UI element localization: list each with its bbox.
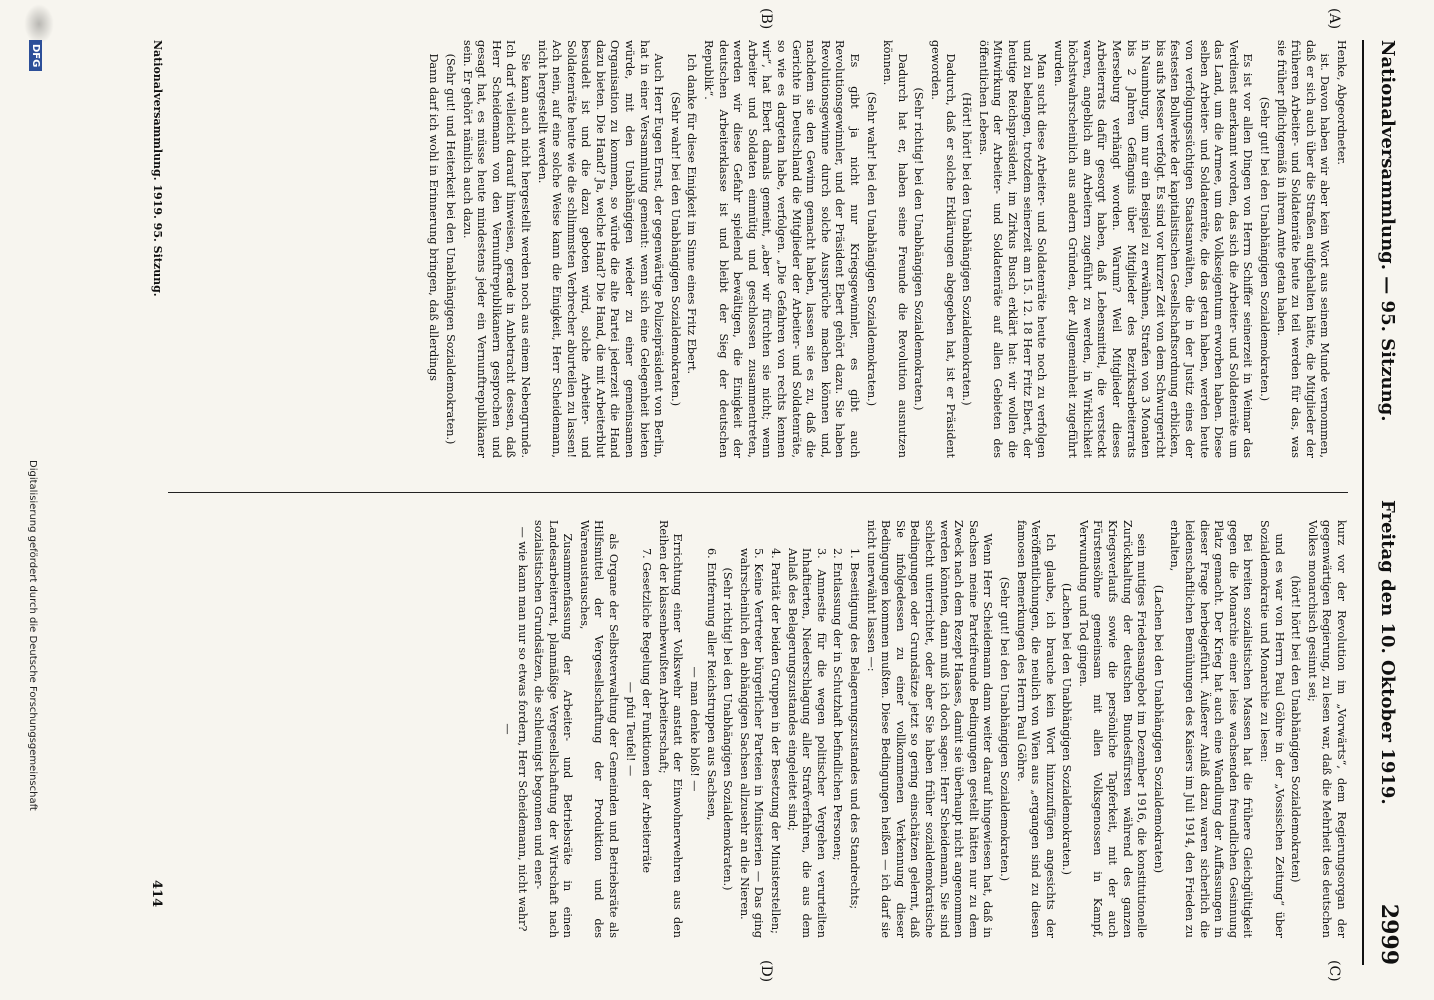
paragraph: Ich glaube, ich brauche kein Wort hinzuzufügen angesichts der Veröffentlichungen, die neulich von Wien aus „ergangen sind zu diesen famosen Bemerkungen des Herrn Paul Göhre. (1014, 520, 1057, 938)
paragraph: — man denke bloß! — (688, 666, 702, 792)
paragraph: 1. Beseitigung des Belagerungszustandes und des Standrechts; (848, 548, 861, 910)
marker-a: (A) (1326, 8, 1342, 30)
paragraph: Errichtung einer Volkswehr anstatt der Einwohnerwehren aus den Reihen der klassenbewußten Arbeiterschaft; (656, 520, 685, 938)
page-signature: 414 (149, 880, 164, 908)
marker-b: (B) (758, 8, 774, 30)
marker-c: (C) (1326, 960, 1342, 982)
paragraph: kurz vor der Revolution im „Vorwärts“, dem Regierungsorgan der gegenwärtigen Regierung, zu lesen war, daß die Mehrheit des deutschen Volkes monarchisch gesinnt sei; (1305, 520, 1348, 938)
page-content (134, 0, 1434, 1000)
header-left: Nationalversammlung. — 95. Sitzung. (1377, 40, 1398, 422)
paragraph: 7. Gesetzliche Regelung der Funktionen der Arbeiterräte (640, 548, 654, 873)
paragraph: (Hört! hört! bei den Unabhängigen Sozialdemokraten.) (960, 92, 974, 406)
scan-smudge (24, 4, 54, 44)
header-date: Freitag den 10. Oktober 1919. (1377, 500, 1398, 805)
paragraph: (Sehr richtig! bei den Unabhängigen Sozialdemokraten.) (721, 567, 735, 891)
paragraph: 5. Keine Vertreter bürgerlicher Parteien in Ministerien — Das ging wahrscheinlich den abhängigen Sachsen allzusehr an die Nieren. (737, 548, 766, 938)
paragraph: 4. Parität der beiden Gruppen in der Besetzung der Ministerstellen; (769, 548, 783, 934)
paragraph: Zusammenfassung der Arbeiter- und Betriebsräte in einen Landesarbeiterrat, planmäßige Vergesellschaftung der Wirtschaft nach sozialistischen Grundsätzen, die schleunigst begonnen und ener- (532, 520, 575, 938)
paragraph: ist. Davon haben wir aber kein Wort aus seinem Munde vernommen, daß er sich auch über die Straßen aufgehalten hätte, die Mitglieder der früheren Arbeiter- und Soldatenräte heute zu teil werden für das, was sie früher pflichtgemäß in ihrem Amte getan haben. (1274, 40, 1332, 458)
paragraph: Dadurch hat er, haben seine Freunde die Revolution ausnutzen können. (881, 40, 909, 458)
paragraph: Dann darf ich wohl in Erinnerung bringen, daß allerdings (427, 53, 441, 382)
paragraph: als Organe der Selbstverwaltung der Gemeinden und Betriebsräte als Hilfsmittel der Vergesellschaftung der Produktion und des Warenaustausches, (577, 520, 621, 938)
paragraph: Dadurch, daß er solche Erklärungen abgegeben hat, ist er Präsident geworden. (928, 40, 957, 458)
paragraph: Bei breiten sozialistischen Massen hat die frühere Gleichgültigkeit gegen die Monarchie einer leise wachsenden freundlichen Gesinnung Platz gemacht. Der Krieg hat auch eine Wandlung der Auffassungen in dieser Frage herbeigeführt. Äußerer Anlaß dazu waren sicherlich die leidenschaftlichen Bemühungen des Kaisers im Juli 1914, den Frieden zu erhalten, (1168, 520, 1255, 938)
column-divider (168, 492, 1348, 493)
paragraph: (Sehr wahr! bei den Unabhängigen Sozialdemokraten.) (864, 91, 878, 407)
paragraph: Es gibt ja nicht nur Kriegsgewinnler, es gibt auch Revolutionsgewinnler, und der Präsident Ebert gehört dazu. Sie haben Revolutionsgewinne durch solche Aussprüche machen können und, nachdem sie den Gewinn gemacht haben, lassen sie es zu, daß die Gerichte in Deutschland die Mitglieder der Arbeiter- und Soldatenräte, so wie es dargetan habe, verfolgen. „Die Gefahren von rechts kennen wir“, hat Ebert damals gemeint, „aber wir fürchten sie nicht; wenn Arbeiter und Soldaten einmütig und geschlossen zusammentreten, werden wir diese Gefahr spielend bewältigen, die Einigkeit der deutschen Arbeiterklasse ist und bleibt der Sieg der deutschen Republik“. (702, 40, 861, 458)
paragraph: Henke, Abgeordneter. (1335, 40, 1348, 165)
paragraph: (Sehr gut! bei den Unabhängigen Sozialdemokraten.) (1258, 96, 1272, 402)
paragraph: Auch Herr Eugen Ernst, der gegenwärtige Polizeipräsident von Berlin, hat in einer Versammlung gemeint: wenn sich eine Gelegenheit bieten würde, mit den Unabhängigen wieder zu einer gemeinsamen Organisation zu kommen, so würde die alte Partei jederzeit die Hand dazu bieten. Die Hand? Ja, welche Hand? Die Hand, die mit Arbeiterblut besudelt ist und die dazu geboten wird, solche Arbeiter- und Soldatenräte heute wie die schlimmsten Verbrecher aburteilen zu lassen! Ach nein, auf eine solche Weise kann die Einigkeit, Herr Scheidemann, nicht hergestellt werden. (535, 40, 666, 458)
footer-left: Nationalversammlung. 1919. 95. Sitzung. (151, 40, 164, 297)
paragraph: Wenn Herr Scheidemann dann weiter darauf hingewiesen hat, daß in Sachsen meine Parteifreunde Bedingungen gestellt hätten nur zu dem Zweck nach dem Rezept Haases, damit sie überhaupt nicht angenommen werden könnten, dann muß ich doch sagen: Herr Scheidemann, Sie sind schlecht unterrichtet, oder aber Sie haben früher sozialdemokratische Bedingungen oder Grundsätze jetzt so gering einschätzen gelernt, daß Sie infolgedessen zu einer vollkommenen Verkennung dieser Bedingungen kommen mußten. Diese Bedingungen heißen — ich darf sie nicht unerwähnt lassen —: (864, 520, 995, 938)
paragraph: (Sehr richtig! bei den Unabhängigen Sozialdemokraten.) (912, 87, 926, 411)
running-header (1362, 40, 1404, 965)
paragraph: — wie kann man nur so etwas fordern, Herr Scheidemann, nicht wahr? — (500, 526, 529, 932)
paragraph: Man sucht diese Arbeiter- und Soldatenräte heute noch zu verfolgen und zu belangen, trotzdem seinerzeit am 15. 12. 18 Herr Fritz Ebert, der heutige Reichspräsident, im Zirkus Busch erklärt hat: wir wollen die Mitwirkung der Arbeiter- und Soldatenräte auf allen Gebieten des öffentlichen Lebens. (976, 40, 1049, 458)
paragraph: — pfui Teufel! — (623, 681, 637, 777)
paragraph: (Lachen bei den Unabhängigen Sozialdemokraten.) (1060, 583, 1074, 875)
marker-d: (D) (758, 960, 774, 983)
paragraph: und es war von Herrn Paul Göhre in der „Vossischen Zeitung“ über Sozialdemokratie und Monarchie zu lesen: (1258, 520, 1286, 938)
paragraph: (Sehr gut! bei den Unabhängigen Sozialdemokraten.) (997, 576, 1011, 882)
paragraph: (Sehr wahr! bei den Unabhängigen Sozialdemokraten.) (668, 91, 682, 407)
paragraph: (Sehr gut! und Heiterkeit bei den Unabhängigen Sozialdemokraten.) (443, 53, 457, 445)
paragraph: (hört! hört! bei den Unabhängigen Sozialdemokraten) (1289, 575, 1303, 883)
page-number: 2999 (1376, 903, 1402, 965)
paragraph: (Lachen bei den Unabhängigen Sozialdemokraten) (1151, 584, 1165, 874)
paragraph: 2. Entlassung der in Schutzhaft befindlichen Personen; (831, 548, 845, 861)
paragraph: Ich danke für diese Einigkeit im Sinne eines Fritz Ebert. (685, 53, 699, 375)
right-column (168, 520, 1348, 938)
paragraph: Sie kann auch nicht hergestellt werden noch aus einem Nebengrunde. Ich darf vielleicht darauf hinweisen, gerade in Anbetracht dessen, daß Herr Scheidemann von den Vernunftrepublikanern gesprochen und gesagt hat, es müsse heute mindestens jeder ein Vernunftrepublikaner sein. Er gehört nämlich auch dazu. (460, 40, 532, 458)
dfg-logo: DFG (29, 40, 42, 71)
left-column (168, 40, 1348, 458)
paragraph: 3. Amnestie für die wegen politischer Vergehen verurteilten Inhaftierten, Niederschlagung aller Strafverfahren, die aus dem Anlaß des Belagerungszustandes eingeleitet sind; (785, 548, 828, 938)
digitization-credit: Digitalisierung gefördert durch die Deutsche Forschungsgemeinschaft (27, 460, 38, 811)
paragraph: Es ist vor allen Dingen von Herrn Schiffer seinerzeit in Weimar das Verdienst anerkannt worden, das sich die Arbeiter- und Soldatenräte um das Land, um die Armee, um das Volkseigentum erworben haben. Diese selben Arbeiter- und Soldatenräte, die das getan haben, werden heute von verfolgungssüchtigen Staatsanwälten, die in der Justiz eines der festesten Bollwerke der kapitalistischen Gesellschaftsordnung erblicken, bis aufs Messer verfolgt. Es sind vor kurzer Zeit von dem Schwurgericht in Naumburg, um nur ein Beispiel zu erwähnen, Strafen von 3 Monaten bis 2 Jahren Gefängnis über Mitglieder des Bezirksarbeiterrats Merseburg verhängt worden. Warum? Weil Mitglieder dieses Arbeiterrats dafür gesorgt haben, daß Lebensmittel, die versteckt waren, angeblich am Arbeitern zugeführt zu werden, in Wirklichkeit höchstwahrscheinlich aus andern Gründen, der Allgemeinheit zugeführt wurden. (1051, 40, 1255, 458)
paragraph: 6. Entfernung aller Reichstruppen aus Sachsen, (704, 548, 718, 821)
paragraph: sein mutiges Friedensangebot im Dezember 1916, die konstitutionelle Zurückhaltung der deutschen Bundesfürsten während des ganzen Kriegsverlaufs sowie die persönliche Tapferkeit, mit der auch Fürstensöhne gemeinsam mit allen Volksgenossen in Kampf, Verwundung und Tod gingen. (1076, 520, 1149, 938)
